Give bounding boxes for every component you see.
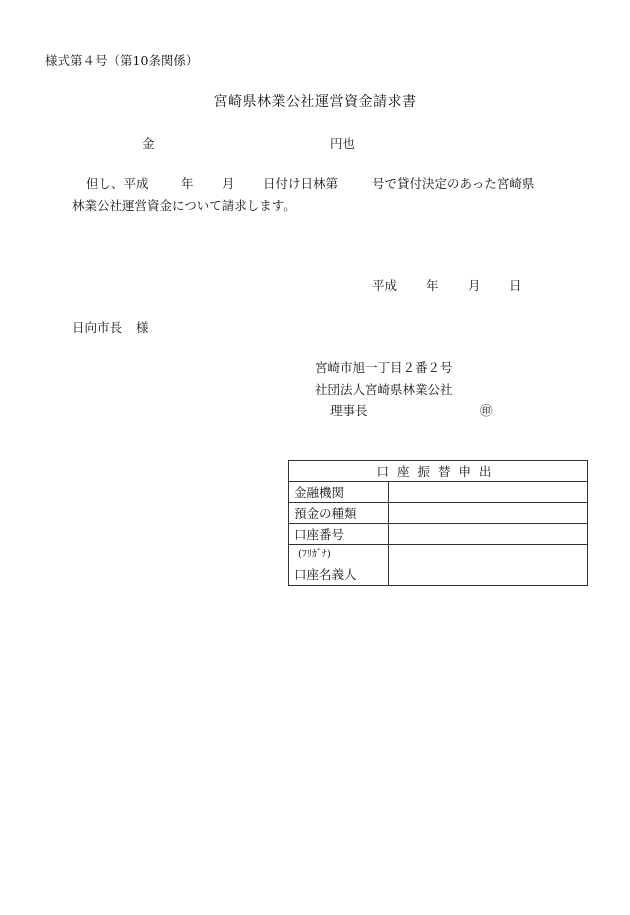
sender-organization: 社団法人宮崎県林業公社 — [315, 382, 453, 397]
furigana-label: (ﾌﾘｶﾞﾅ) — [298, 549, 331, 560]
date-era: 平成 — [372, 278, 398, 293]
amount-prefix: 金 — [142, 136, 155, 151]
seal-mark: ㊞ — [480, 403, 493, 418]
body-lead: 但し、平成 — [86, 176, 149, 191]
body-day-dated: 日付け日林第 — [263, 176, 339, 191]
document-title: 宮崎県林業公社運営資金請求書 — [213, 94, 417, 110]
sender-representative: 理事長 — [330, 403, 368, 418]
deposit-type-label: 預金の種類 — [289, 503, 389, 524]
addressee-honorific: 様 — [136, 320, 149, 335]
body-year: 年 — [181, 176, 194, 191]
account-holder-label — [289, 545, 389, 586]
body-month: 月 — [222, 176, 235, 191]
account-holder-field[interactable] — [389, 545, 588, 586]
sender-address: 宮崎市旭一丁目２番２号 — [315, 360, 453, 375]
deposit-type-field[interactable] — [389, 503, 588, 524]
date-year: 年 — [426, 278, 439, 293]
account-number-field[interactable] — [389, 524, 588, 545]
body-line-2: 林業公社運営資金について請求します。 — [72, 198, 296, 213]
addressee-name: 日向市長 — [72, 320, 123, 335]
date-line — [372, 280, 532, 294]
date-month: 月 — [468, 278, 481, 293]
addressee — [72, 322, 149, 335]
account-transfer-table — [288, 460, 588, 586]
table-row — [289, 545, 588, 586]
table-row — [289, 482, 588, 503]
account-number-label: 口座番号 — [289, 524, 389, 545]
date-day: 日 — [509, 278, 522, 293]
body-rest: 号で貸付決定のあった宮崎県 — [372, 176, 535, 191]
bank-field[interactable] — [389, 482, 588, 503]
form-number: 様式第４号（第10条関係） — [45, 53, 199, 68]
bank-label: 金融機関 — [289, 482, 389, 503]
table-row — [289, 503, 588, 524]
table-row — [289, 524, 588, 545]
amount-suffix: 円也 — [330, 136, 356, 151]
account-table-header: 口座振替申出 — [289, 461, 588, 482]
account-holder-text: 口座名義人 — [294, 567, 357, 582]
